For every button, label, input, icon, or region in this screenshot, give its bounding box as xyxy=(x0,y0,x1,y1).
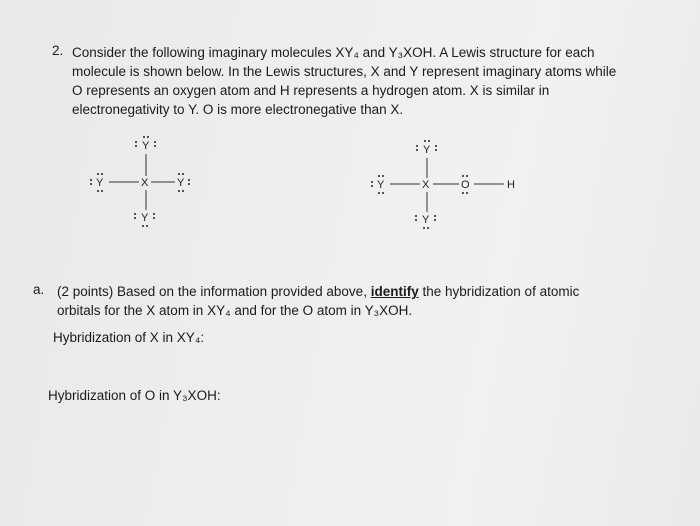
part-a-keyword: identify xyxy=(370,284,419,299)
y3xoh-bottom-y: Y xyxy=(422,214,430,226)
part-a-text xyxy=(57,282,657,320)
y3xoh-left-y: Y xyxy=(377,179,385,191)
y3xoh-central-x: X xyxy=(422,179,430,191)
y3xoh-hydrogen: H xyxy=(507,179,515,191)
part-a-line-1 xyxy=(57,282,657,301)
xy4-bottom-y: Y xyxy=(141,212,149,224)
question-line-3: O represents an oxygen atom and H represents a hydrogen atom. X is similar in xyxy=(72,83,550,98)
question-line-1: Consider the following imaginary molecules XY₄ and Y₃XOH. A Lewis structure for each xyxy=(72,45,595,60)
question-line-2: molecule is shown below. In the Lewis structures, X and Y represent imaginary atoms while xyxy=(72,64,617,79)
question-line-4: electronegativity to Y. O is more electronegative than X. xyxy=(72,102,404,117)
y3xoh-top-y: Y xyxy=(423,144,431,156)
part-a-line-2: orbitals for the X atom in XY₄ and for the O atom in Y₃XOH. xyxy=(57,303,413,318)
part-a-label: a. xyxy=(33,282,45,297)
part-a-suffix: the hybridization of atomic xyxy=(422,284,580,299)
hybridization-o-label: Hybridization of O in Y₃XOH: xyxy=(48,388,221,403)
lewis-structure-xy4 xyxy=(90,136,190,227)
part-a-prefix: (2 points) Based on the information provided above, xyxy=(57,284,367,299)
xy4-central-x: X xyxy=(141,177,149,189)
lewis-structure-y3xoh xyxy=(371,140,515,229)
y3xoh-oxygen: O xyxy=(461,179,470,191)
xy4-right-y: Y xyxy=(177,177,185,189)
xy4-top-y: Y xyxy=(142,140,150,152)
xy4-left-y: Y xyxy=(96,177,104,189)
question-number: 2. xyxy=(52,43,64,58)
hybridization-x-label: Hybridization of X in XY₄: xyxy=(53,330,205,345)
